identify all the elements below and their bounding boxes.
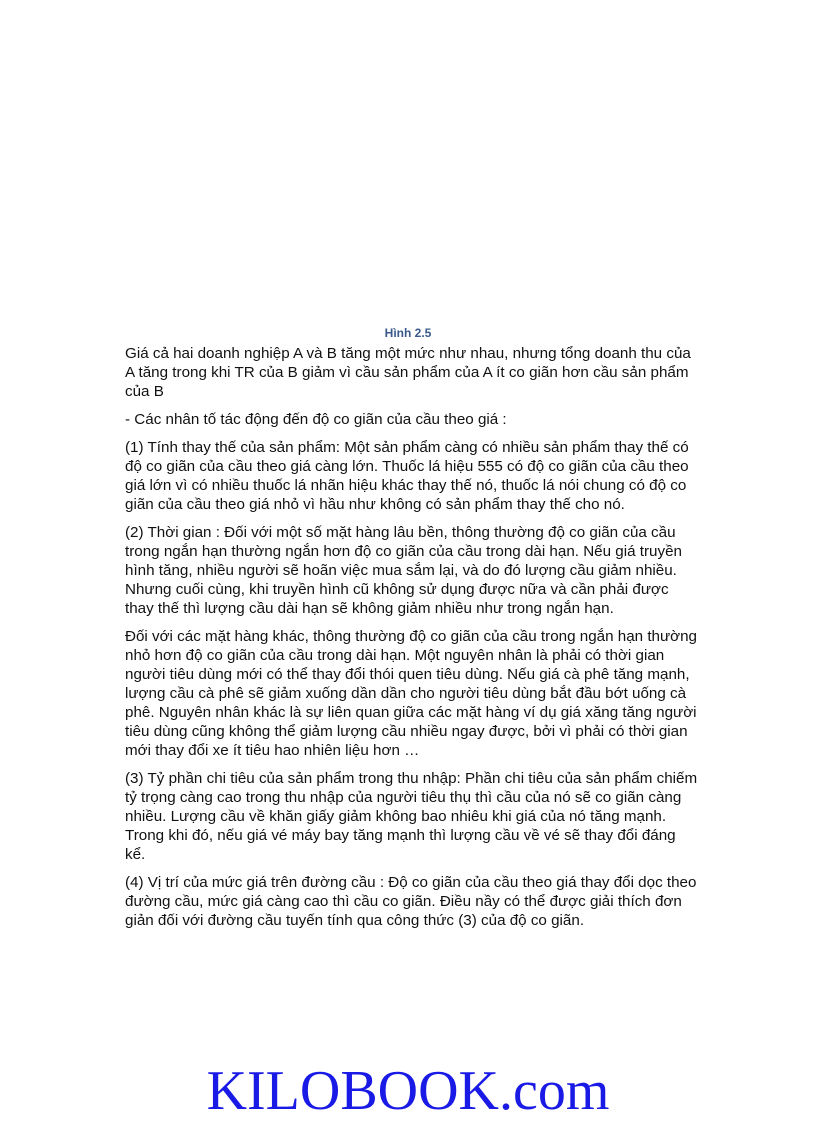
body-text bbox=[125, 344, 700, 939]
paragraph-income-share: (3) Tỷ phần chi tiêu của sản phẩm trong thu nhập: Phần chi tiêu của sản phẩm chiếm tỷ trọng càng cao trong thu nhập của người tiêu thụ thì cầu của nó sẽ co giãn càng nhiều. Lượng cầu về khăn giấy giảm không bao nhiêu khi giá của nó tăng mạnh. Trong khi đó, nếu giá vé máy bay tăng mạnh thì lượng cầu về vé sẽ thay đổi đáng kể. bbox=[125, 770, 698, 863]
paragraph-substitutability: (1) Tính thay thế của sản phẩm: Một sản phẩm càng có nhiều sản phẩm thay thế có độ co giãn của cầu theo giá càng lớn. Thuốc lá hiệu 555 có độ co giãn của cầu theo giá lớn vì có nhiều thuốc lá nhãn hiệu khác thay thế nó, thuốc lá nói chung có độ co giãn của cầu theo giá nhỏ vì hầu như không có sản phẩm thay thế cho nó. bbox=[125, 439, 689, 513]
paragraph-time: (2) Thời gian : Đối với một số mặt hàng lâu bền, thông thường độ co giãn của cầu trong ngắn hạn thường ngắn hơn độ co giãn của cầu trong dài hạn. Nếu giá truyền hình tăng, nhiều người sẽ hoãn việc mua sắm lại, và do đó lượng cầu giảm nhiều. Nhưng cuối cùng, khi truyền hình cũ không sử dụng được nữa và cần phải được thay thế thì lượng cầu dài hạn sẽ không giảm nhiều như trong ngắn hạn. bbox=[125, 524, 682, 617]
paragraph-intro: Giá cả hai doanh nghiệp A và B tăng một mức như nhau, nhưng tổng doanh thu của A tăng trong khi TR của B giảm vì cầu sản phẩm của A ít co giãn hơn cầu sản phẩm của B bbox=[125, 345, 691, 400]
kilobook-watermark: KILOBOOK.com bbox=[206, 1060, 610, 1122]
figure-caption: Hình 2.5 bbox=[384, 326, 432, 340]
paragraph-factors-heading: - Các nhân tố tác động đến độ co giãn của cầu theo giá : bbox=[125, 411, 507, 428]
paragraph-other-goods: Đối với các mặt hàng khác, thông thường độ co giãn của cầu trong ngắn hạn thường nhỏ hơn độ co giãn của cầu trong dài hạn. Một nguyên nhân là phải có thời gian người tiêu dùng mới có thể thay đổi thói quen tiêu dùng. Nếu giá cà phê tăng mạnh, lượng cầu cà phê sẽ giảm xuống dần dần cho người tiêu dùng bắt đầu bớt uống cà phê. Nguyên nhân khác là sự liên quan giữa các mặt hàng ví dụ giá xăng tăng người tiêu dùng cũng không thể giảm lượng cầu nhiều ngay được, bởi vì phải có thời gian mới thay đổi xe ít tiêu hao nhiên liệu hơn … bbox=[125, 628, 698, 759]
paragraph-price-position: (4) Vị trí của mức giá trên đường cầu : Độ co giãn của cầu theo giá thay đổi dọc theo đường cầu, mức giá càng cao thì cầu co giãn. Điều nầy có thể được giải thích đơn giản đối với đường cầu tuyến tính qua công thức (3) của độ co giãn. bbox=[125, 874, 697, 929]
